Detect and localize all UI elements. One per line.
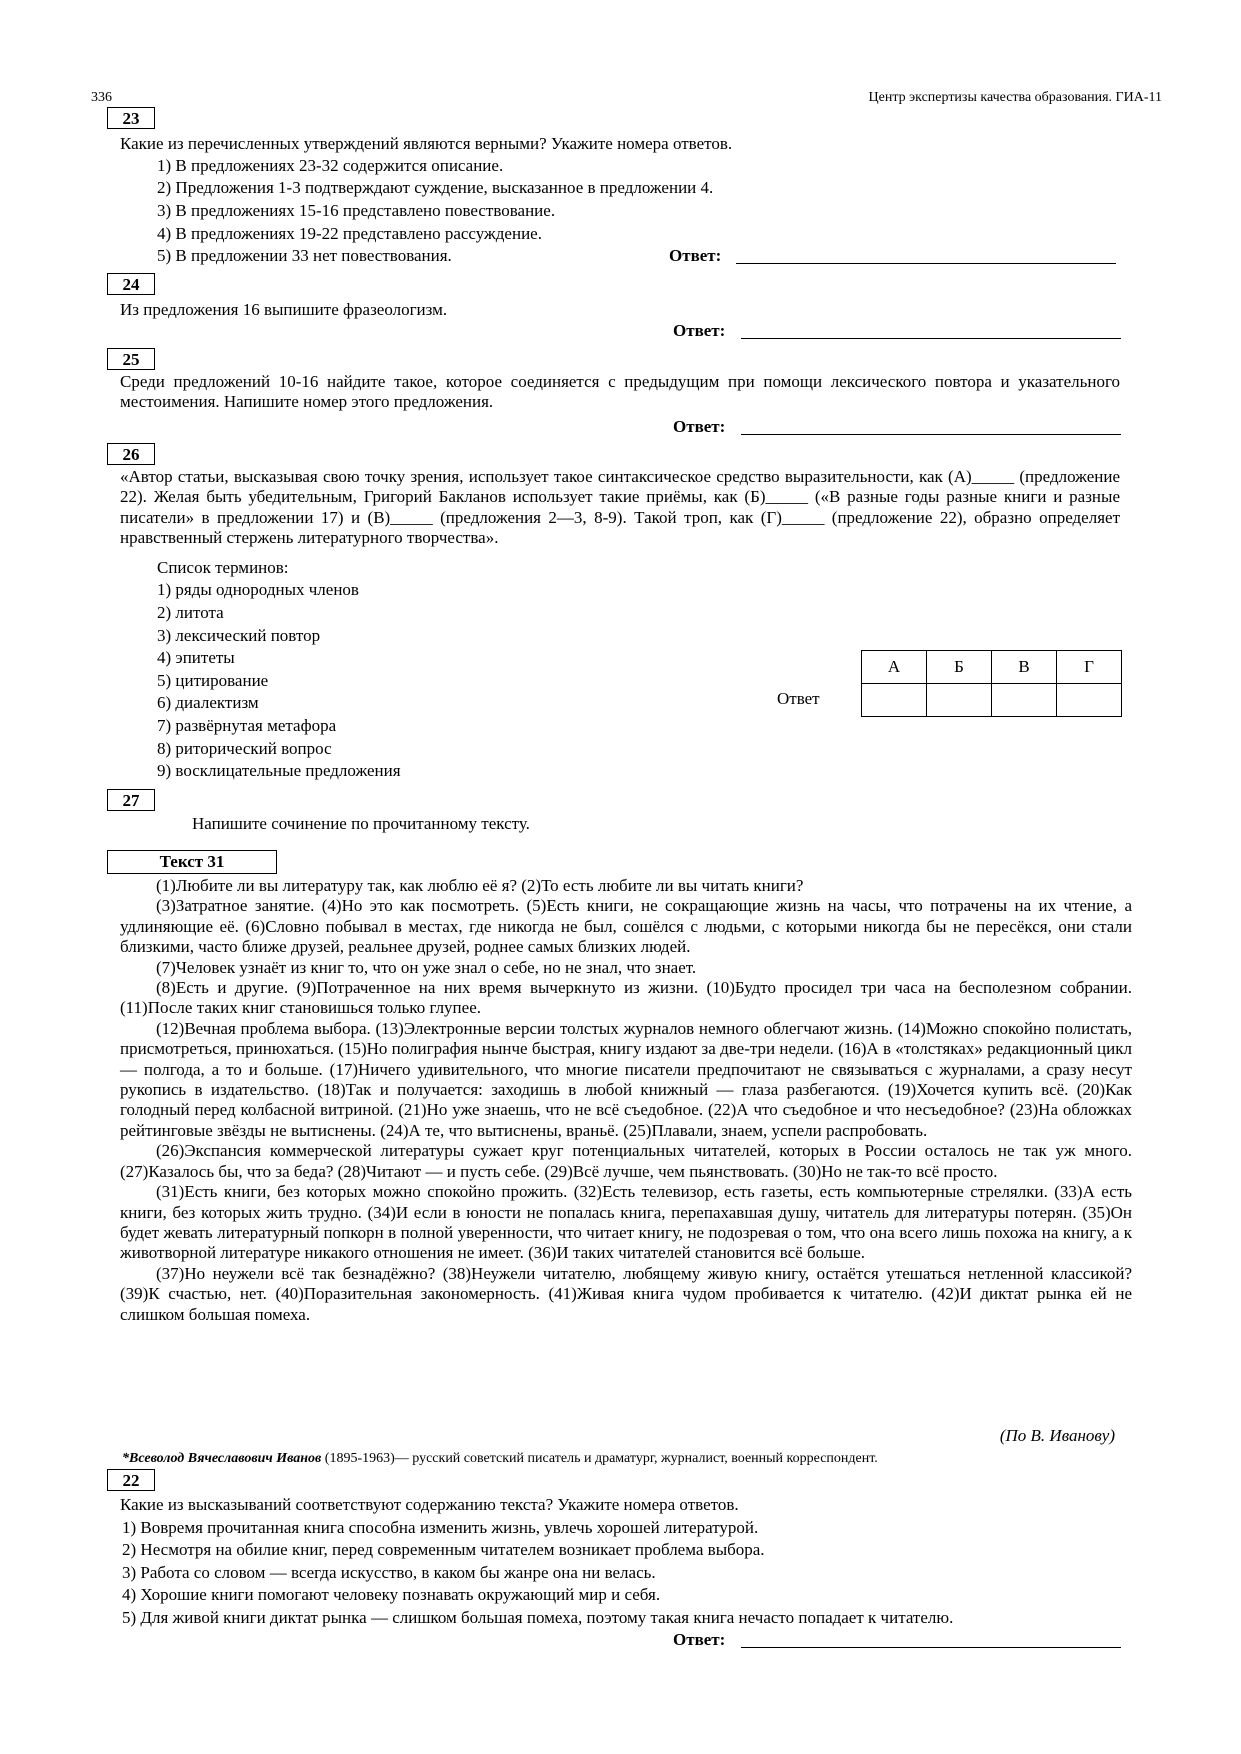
text-body — [120, 876, 1132, 1325]
question-22-option: 1) Вовремя прочитанная книга способна изменить жизнь, увлечь хорошей литературой. — [122, 1518, 759, 1537]
grid-cell-a[interactable] — [862, 684, 927, 717]
grid-header-a: А — [862, 651, 927, 684]
question-26-prompt-text: «Автор статьи, высказывая свою точку зрения, использует такое синтаксическое средство выразительности, как (А)_____ (предложение 22). Желая быть убедительным, Григорий Бакланов использует такие приёмы, как (Б)_____ («В разные годы разные книги и разные писатели» в предложении 17) и (В)_____ (предложения 2—3, 8-9). Такой троп, как (Г)_____ (предложение 22), образно определяет нравственный стержень литературного творчества». — [120, 467, 1120, 548]
terms-list-title: Список терминов: — [157, 558, 289, 577]
question-22-prompt: Какие из высказываний соответствуют содержанию текста? Укажите номера ответов. — [120, 1495, 739, 1514]
question-22-answer-line[interactable] — [741, 1647, 1121, 1648]
term-item: 2) литота — [157, 603, 224, 622]
text-paragraph: (12)Вечная проблема выбора. (13)Электронные версии толстых журналов немного облегчают жизнь. (14)Можно спокойно полистать, присмотреться, принюхаться. (15)Но полиграфия нынче быстрая, книгу издают за две-три недели. (16)А в «толстяках» редакционный цикл — полгода, а то и больше. (17)Ничего удивительного, что многие писатели предпочитают не связываться с журналами, а сразу несут рукопись в издательство. (18)Так и получается: заходишь в любой книжный — глаза разбегаются. (19)Хочется купить всё. (20)Как голодный перед колбасной витриной. (21)Но уже знаешь, что не всё съедобное. (22)А что съедобное и что несъедобное? (23)На обложках рейтинговые звёзды не вытиснены. (24)А те, что вытиснены, враньё. (25)Плавали, знаем, успели распробовать. — [120, 1018, 1132, 1140]
page-number: 336 — [91, 90, 112, 105]
term-item: 5) цитирование — [157, 671, 269, 690]
text-paragraph: (7)Человек узнаёт из книг то, что он уже знал о себе, но не знал, что знает. — [156, 957, 697, 977]
footnote-author-name: *Всеволод Вячеславович Иванов — [122, 1451, 322, 1466]
text-paragraph: (1)Любите ли вы литературу так, как люблю её я? (2)То есть любите ли вы читать книги? — [156, 876, 804, 895]
question-23-option: 1) В предложениях 23-32 содержится описание. — [157, 156, 504, 175]
question-23-option: 5) В предложении 33 нет повествования. — [157, 246, 452, 265]
question-25-answer-line[interactable] — [741, 434, 1121, 435]
question-23-option: 3) В предложениях 15-16 представлено повествование. — [157, 201, 556, 220]
question-22-option: 2) Несмотря на обилие книг, перед современным читателем возникает проблема выбора. — [122, 1540, 765, 1559]
question-23-answer-label: Ответ: — [669, 246, 722, 265]
question-26-prompt — [120, 467, 1120, 549]
term-item: 4) эпитеты — [157, 648, 235, 667]
term-item: 7) развёрнутая метафора — [157, 716, 337, 735]
question-22-answer-label: Ответ: — [673, 1630, 726, 1649]
question-22-option: 3) Работа со словом — всегда искусство, в каком бы жанре она ни велась. — [122, 1563, 656, 1582]
header-title: Центр экспертизы качества образования. ГИА-11 — [868, 90, 1162, 105]
author-footnote — [122, 1449, 878, 1469]
grid-cell-b[interactable] — [927, 684, 992, 717]
answer-grid — [861, 650, 1122, 717]
term-item: 6) диалектизм — [157, 693, 259, 712]
text-author: (По В. Иванову) — [999, 1426, 1115, 1445]
question-24-prompt: Из предложения 16 выпишите фразеологизм. — [120, 300, 448, 319]
question-25-number: 25 — [107, 348, 155, 370]
question-22-option: 5) Для живой книги диктат рынка — слишком большая помеха, поэтому такая книга нечасто попадает к читателю. — [122, 1608, 954, 1627]
question-24-answer-label: Ответ: — [673, 321, 726, 340]
grid-header-g: Г — [1057, 651, 1122, 684]
question-24-answer-line[interactable] — [741, 338, 1121, 339]
question-23-number: 23 — [107, 107, 155, 129]
text-paragraph: (37)Но неужели всё так безнадёжно? (38)Неужели читателю, любящему живую книгу, остаётся утешаться нетленной классикой? (39)К счастью, нет. (40)Поразительная закономерность. (41)Живая книга чудом пробивается к читателю. (42)И диктат рынка ей не слишком большая помеха. — [120, 1263, 1132, 1324]
question-25-prompt-text: Среди предложений 10-16 найдите такое, которое соединяется с предыдущим при помощи лексического повтора и указательного местоимения. Напишите номер этого предложения. — [120, 372, 1120, 412]
question-22-number: 22 — [107, 1469, 155, 1491]
term-item: 3) лексический повтор — [157, 626, 321, 645]
question-24-number: 24 — [107, 273, 155, 295]
question-23-option: 2) Предложения 1-3 подтверждают суждение, высказанное в предложении 4. — [157, 178, 714, 197]
text-paragraph: (31)Есть книги, без которых можно спокойно прожить. (32)Есть телевизор, есть газеты, есть компьютерные стрелялки. (33)А есть книги, без которых жить трудно. (34)И если в юности не попалась книга, перепахавшая душу, читатель для литературы потерян. (35)Он будет жевать литературный попкорн в полной уверенности, что читает книгу, не подозревая о том, что она всего лишь похожа на книгу, а к животворной литературе никакого отношения не имеет. (36)И таких читателей становится всё больше. — [120, 1182, 1132, 1263]
text-title: Текст 31 — [107, 850, 277, 874]
grid-cell-v[interactable] — [992, 684, 1057, 717]
question-22-option: 4) Хорошие книги помогают человеку познавать окружающий мир и себя. — [122, 1585, 661, 1604]
term-item: 1) ряды однородных членов — [157, 580, 359, 599]
footnote-author-info: (1895-1963)— русский советский писатель и драматург, журналист, военный корреспондент. — [321, 1451, 878, 1466]
question-27-number: 27 — [107, 789, 155, 811]
term-item: 9) восклицательные предложения — [157, 761, 401, 780]
grid-header-v: В — [992, 651, 1057, 684]
question-27-prompt: Напишите сочинение по прочитанному тексту. — [192, 814, 530, 833]
grid-cell-g[interactable] — [1057, 684, 1122, 717]
question-25-prompt — [120, 372, 1120, 413]
question-23-answer-line[interactable] — [736, 263, 1116, 264]
question-25-answer-label: Ответ: — [673, 417, 726, 436]
question-26-answer-label: Ответ — [777, 689, 820, 708]
question-23-option: 4) В предложениях 19-22 представлено рассуждение. — [157, 224, 542, 243]
grid-header-b: Б — [927, 651, 992, 684]
text-paragraph: (26)Экспансия коммерческой литературы сужает круг потенциальных читателей, которых в России осталось не так уж много. (27)Казалось бы, что за беда? (28)Читают — и пусть себе. (29)Всё лучше, чем пьянствовать. (30)Но не так-то всё просто. — [120, 1141, 1132, 1181]
term-item: 8) риторический вопрос — [157, 739, 332, 758]
question-26-number: 26 — [107, 443, 155, 465]
text-paragraph: (8)Есть и другие. (9)Потраченное на них время вычеркнуто из жизни. (10)Будто просидел три часа на бесполезном собрании. (11)После таких книг становишься только глупее. — [120, 978, 1132, 1018]
text-paragraph: (3)Затратное занятие. (4)Но это как посмотреть. (5)Есть книги, не сокращающие жизнь на часы, что потрачены на их чтение, а удлиняющие её. (6)Словно побывал в местах, где никогда не был, сошёлся с людьми, с которыми никогда бы не пересёкся, они стали близкими, часто ближе друзей, реальнее друзей, роднее самых близких людей. — [120, 896, 1132, 957]
question-23-prompt: Какие из перечисленных утверждений являются верными? Укажите номера ответов. — [120, 134, 733, 153]
